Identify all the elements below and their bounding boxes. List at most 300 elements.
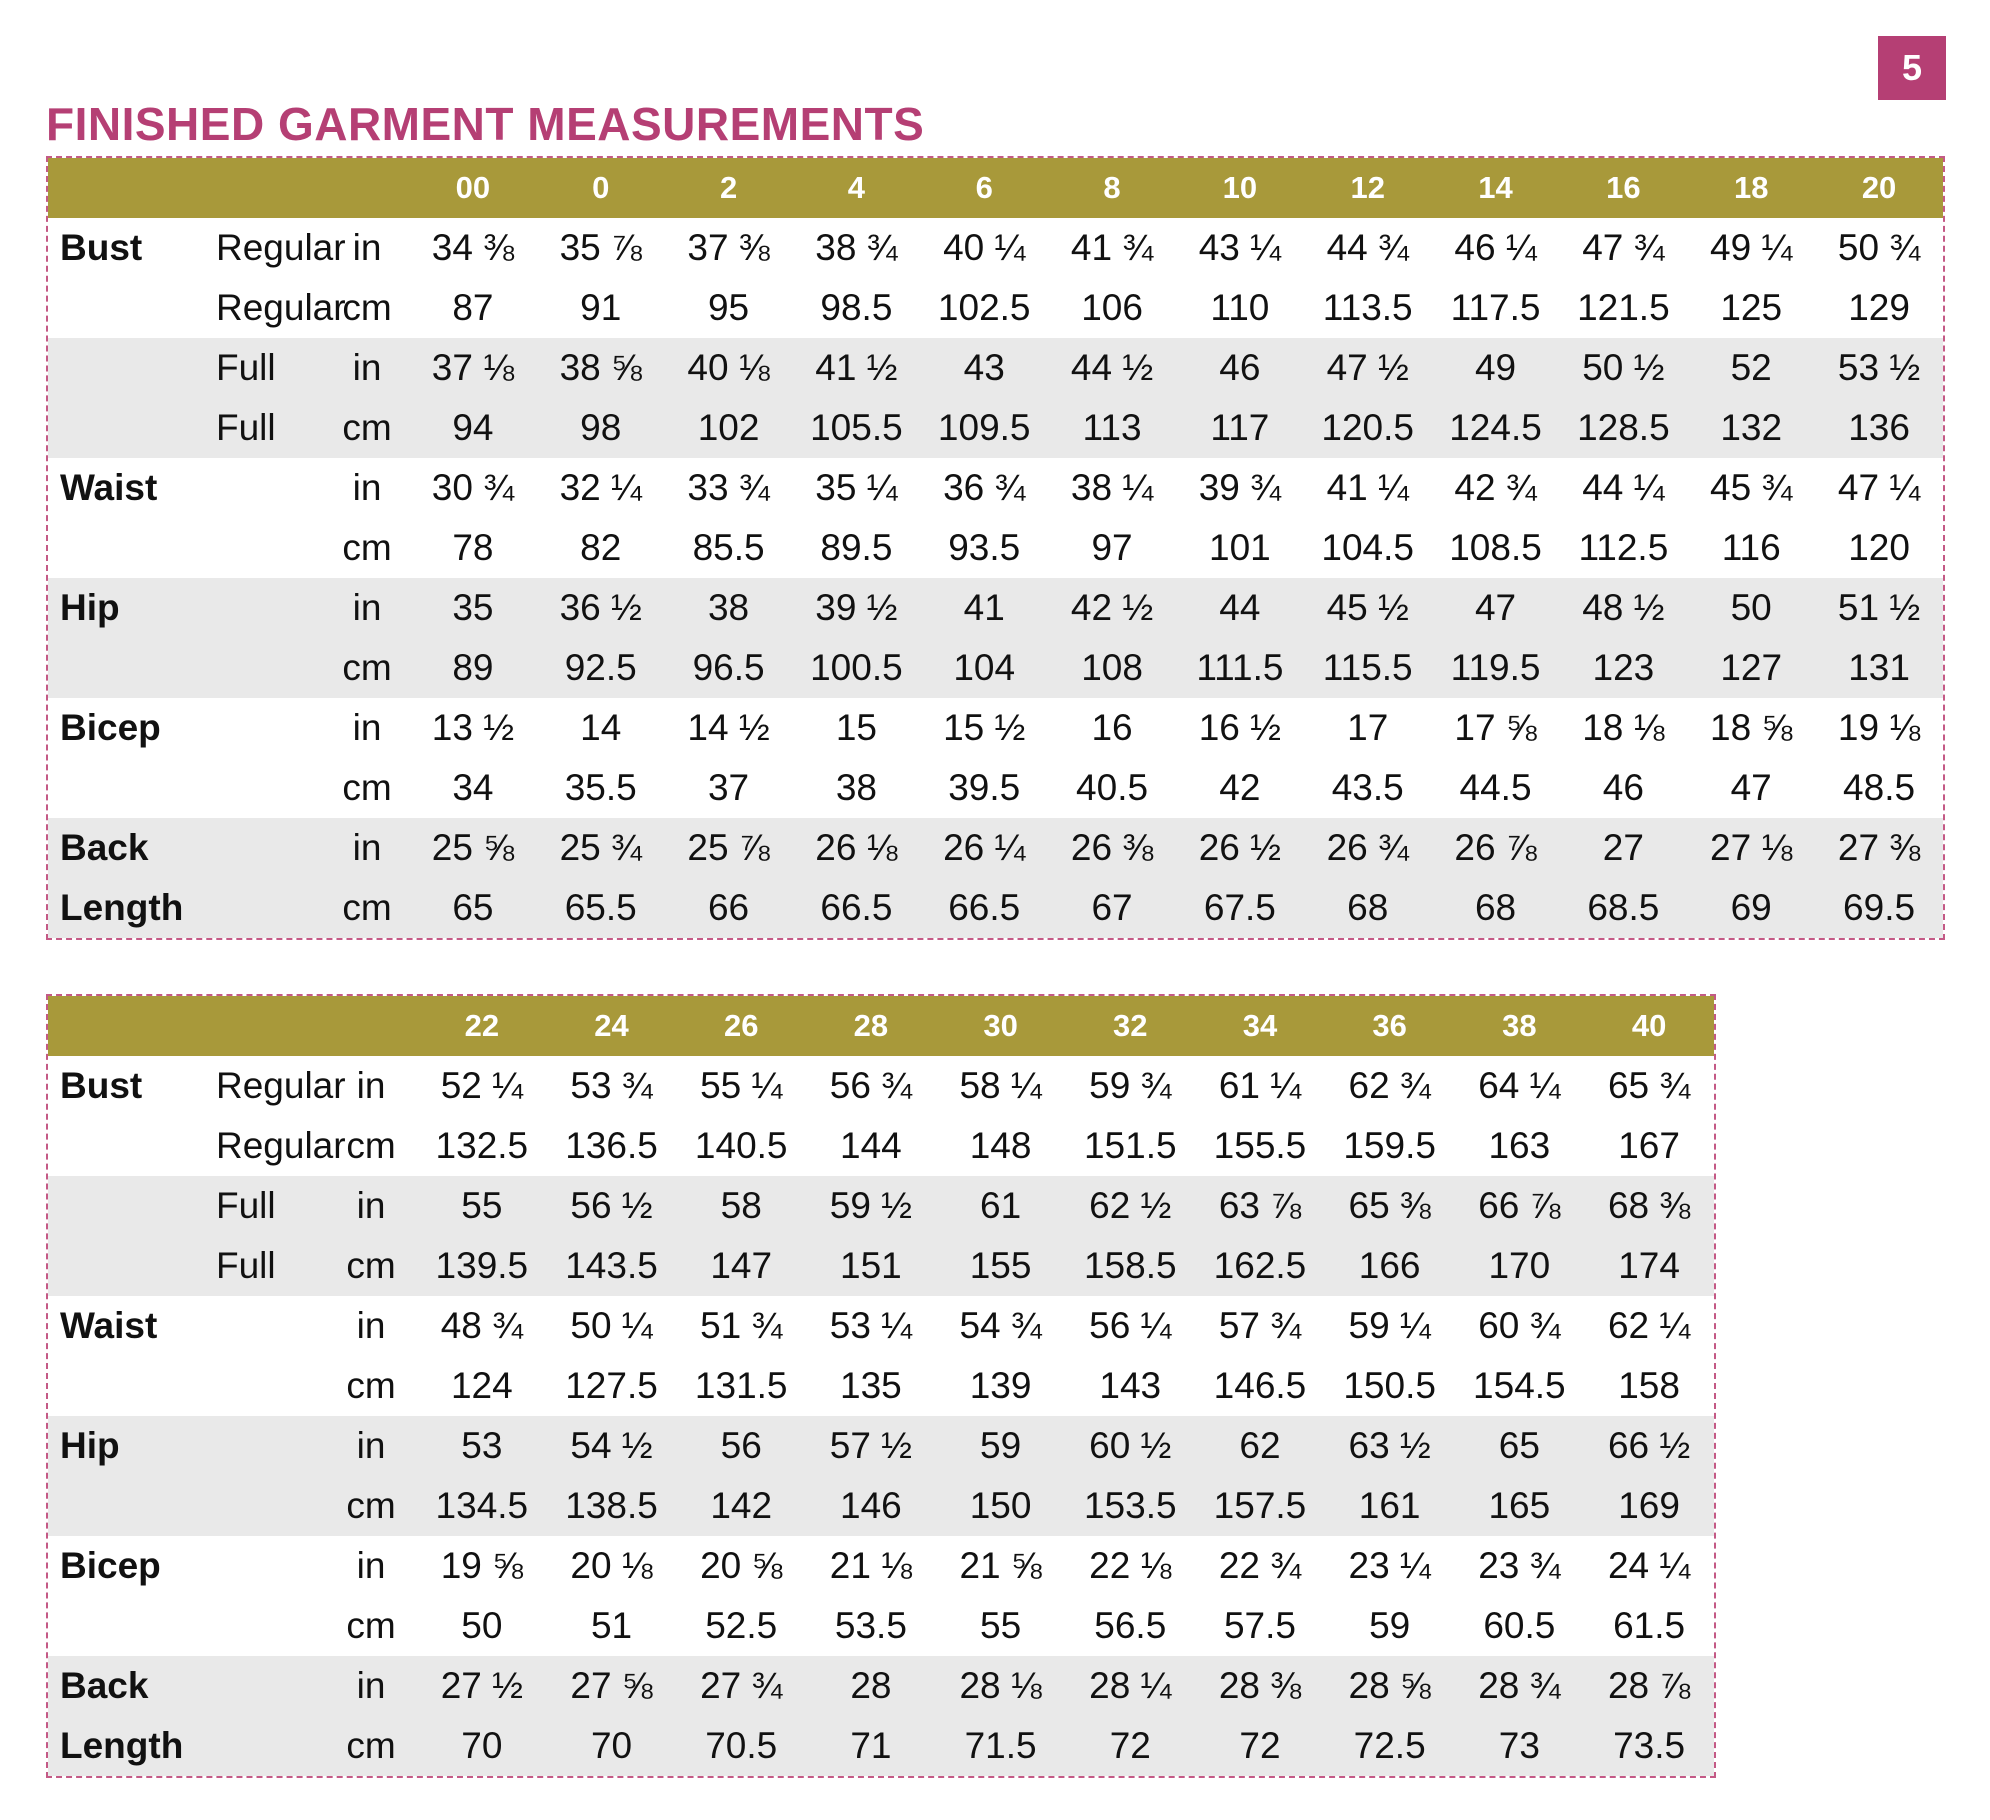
- value-cell: 68.5: [1559, 878, 1687, 938]
- table-row: [48, 278, 1943, 338]
- unit-label: in: [325, 818, 409, 878]
- size-header: 2: [665, 158, 793, 218]
- unit-label: in: [352, 467, 382, 508]
- value-cell: 53 ½: [1815, 338, 1943, 398]
- value-cell: 53.5: [834, 1605, 907, 1646]
- value-cell: 20 ⅝: [700, 1545, 783, 1586]
- value-cell: 115.5: [1304, 638, 1432, 698]
- table-row: [48, 1056, 1714, 1116]
- value-cell: 117.5: [1450, 287, 1541, 328]
- table-row: [48, 1656, 1714, 1716]
- value-cell: 53 ¾: [570, 1065, 653, 1106]
- unit-label: cm: [325, 1236, 417, 1296]
- value-cell: 41 ¼: [1326, 467, 1409, 508]
- value-cell: 57 ¾: [1218, 1305, 1302, 1346]
- value-cell: 72.5: [1325, 1716, 1455, 1776]
- header-blank-cell: [48, 996, 212, 1056]
- value-cell: 51 ¾: [700, 1305, 783, 1346]
- value-cell: 59 ¼: [1348, 1305, 1431, 1346]
- value-cell: 26 ⅜: [1048, 818, 1176, 878]
- value-cell: 105.5: [792, 398, 920, 458]
- value-cell: 112.5: [1578, 527, 1669, 568]
- value-cell: 59: [1369, 1605, 1411, 1646]
- value-cell: 162.5: [1195, 1236, 1325, 1296]
- value-cell: 36 ½: [537, 578, 665, 638]
- table-row: [48, 398, 1943, 458]
- fit-label: [212, 518, 325, 578]
- size-header: 34: [1195, 996, 1325, 1056]
- unit-label: cm: [325, 638, 409, 698]
- value-cell: 108: [1048, 638, 1176, 698]
- value-cell: 66 ½: [1584, 1416, 1714, 1476]
- value-cell: 44: [1176, 578, 1304, 638]
- value-cell: 113.5: [1322, 287, 1413, 328]
- size-header: 36: [1325, 996, 1455, 1056]
- value-cell: 27: [1559, 818, 1687, 878]
- value-cell: 131.5: [694, 1365, 788, 1406]
- value-cell: 65: [409, 878, 537, 938]
- fit-label: Full: [212, 338, 325, 398]
- value-cell: 62 ¾: [1348, 1065, 1431, 1106]
- value-cell: 56 ½: [547, 1176, 677, 1236]
- value-cell: 61 ¼: [1218, 1065, 1302, 1106]
- unit-label: cm: [342, 287, 392, 328]
- value-cell: 38 ¾: [815, 227, 898, 268]
- table-row: [48, 578, 1943, 638]
- size-header: 4: [792, 158, 920, 218]
- table-row: [48, 518, 1943, 578]
- fit-label: [212, 1716, 325, 1776]
- value-cell: 50 ¼: [570, 1305, 653, 1346]
- unit-label: cm: [346, 1365, 396, 1406]
- value-cell: 47 ¾: [1582, 227, 1665, 268]
- value-cell: 28: [806, 1656, 936, 1716]
- value-cell: 78: [452, 527, 494, 568]
- value-cell: 14: [580, 707, 622, 748]
- size-header-row: [48, 996, 1714, 1056]
- value-cell: 138.5: [547, 1476, 677, 1536]
- fit-label: [212, 1596, 325, 1656]
- value-cell: 161: [1325, 1476, 1455, 1536]
- value-cell: 40.5: [1076, 767, 1149, 808]
- measurements-table-sizes-22-40: [46, 994, 1716, 1778]
- value-cell: 135: [840, 1365, 902, 1406]
- value-cell: 35 ¼: [815, 467, 898, 508]
- value-cell: 167: [1618, 1125, 1680, 1166]
- fit-label: Full: [212, 1236, 325, 1296]
- value-cell: 142: [676, 1476, 806, 1536]
- unit-label: in: [325, 1416, 417, 1476]
- table-row: [48, 638, 1943, 698]
- fit-label: Full: [212, 1176, 325, 1236]
- unit-label: in: [325, 1176, 417, 1236]
- size-header: 18: [1687, 158, 1815, 218]
- size-header: 40: [1584, 996, 1714, 1056]
- fit-label: [212, 818, 325, 878]
- value-cell: 68 ⅜: [1584, 1176, 1714, 1236]
- value-cell: 71: [806, 1716, 936, 1776]
- value-cell: 92.5: [537, 638, 665, 698]
- value-cell: 72: [1195, 1716, 1325, 1776]
- value-cell: 85.5: [692, 527, 765, 568]
- value-cell: 44.5: [1459, 767, 1532, 808]
- measurement-label: Hip: [48, 578, 212, 638]
- value-cell: 136.5: [565, 1125, 658, 1166]
- fit-label: [212, 758, 325, 818]
- value-cell: 157.5: [1195, 1476, 1325, 1536]
- value-cell: 101: [1209, 527, 1271, 568]
- value-cell: 38: [665, 578, 793, 638]
- value-cell: 34 ⅜: [431, 227, 515, 268]
- measurements-table-sizes-00-20: [46, 156, 1945, 940]
- value-cell: 143.5: [547, 1236, 677, 1296]
- value-cell: 69.5: [1815, 878, 1943, 938]
- measurement-label: [48, 1356, 212, 1416]
- value-cell: 60 ½: [1065, 1416, 1195, 1476]
- value-cell: 55 ¼: [700, 1065, 783, 1106]
- value-cell: 59: [936, 1416, 1066, 1476]
- value-cell: 57 ½: [806, 1416, 936, 1476]
- value-cell: 23 ¾: [1478, 1545, 1561, 1586]
- table-row: [48, 1296, 1714, 1356]
- value-cell: 26 ¼: [920, 818, 1048, 878]
- fit-label: Regular: [216, 287, 346, 328]
- value-cell: 56 ¾: [829, 1065, 913, 1106]
- value-cell: 65 ⅜: [1325, 1176, 1455, 1236]
- header-blank-cell: [212, 158, 325, 218]
- value-cell: 174: [1584, 1236, 1714, 1296]
- page-title: FINISHED GARMENT MEASUREMENTS: [46, 98, 925, 150]
- value-cell: 110: [1210, 287, 1270, 328]
- size-header: 12: [1304, 158, 1432, 218]
- value-cell: 146.5: [1213, 1365, 1307, 1406]
- measurement-label: [48, 278, 212, 338]
- value-cell: 54 ½: [547, 1416, 677, 1476]
- value-cell: 47: [1730, 767, 1772, 808]
- value-cell: 97: [1091, 527, 1133, 568]
- value-cell: 67: [1048, 878, 1176, 938]
- value-cell: 25 ¾: [537, 818, 665, 878]
- table-row: [48, 698, 1943, 758]
- table-row: [48, 1476, 1714, 1536]
- value-cell: 30 ¾: [431, 467, 515, 508]
- value-cell: 49 ¼: [1710, 227, 1793, 268]
- value-cell: 63 ½: [1325, 1416, 1455, 1476]
- value-cell: 120.5: [1304, 398, 1432, 458]
- measurement-label: [48, 758, 212, 818]
- fit-label: Regular: [216, 227, 346, 268]
- unit-label: in: [356, 1065, 386, 1106]
- value-cell: 47: [1432, 578, 1560, 638]
- value-cell: 49: [1432, 338, 1560, 398]
- value-cell: 50 ½: [1559, 338, 1687, 398]
- unit-label: cm: [325, 1716, 417, 1776]
- value-cell: 94: [409, 398, 537, 458]
- value-cell: 20 ⅛: [570, 1545, 653, 1586]
- value-cell: 59 ¾: [1089, 1065, 1172, 1106]
- value-cell: 39 ½: [792, 578, 920, 638]
- value-cell: 154.5: [1473, 1365, 1566, 1406]
- value-cell: 66.5: [920, 878, 1048, 938]
- value-cell: 37 ⅜: [687, 227, 770, 268]
- value-cell: 93.5: [948, 527, 1021, 568]
- value-cell: 22 ⅛: [1089, 1545, 1172, 1586]
- value-cell: 26 ¾: [1304, 818, 1432, 878]
- size-header: 32: [1065, 996, 1195, 1056]
- unit-label: in: [325, 578, 409, 638]
- measurement-label: Back: [48, 818, 212, 878]
- size-header: 8: [1048, 158, 1176, 218]
- unit-label: in: [352, 227, 382, 268]
- value-cell: 44 ½: [1048, 338, 1176, 398]
- value-cell: 56.5: [1094, 1605, 1167, 1646]
- fit-label: [212, 698, 325, 758]
- size-header-row: [48, 158, 1943, 218]
- value-cell: 56 ¼: [1089, 1305, 1172, 1346]
- value-cell: 155.5: [1213, 1125, 1307, 1166]
- value-cell: 136: [1815, 398, 1943, 458]
- value-cell: 98: [537, 398, 665, 458]
- value-cell: 108.5: [1449, 527, 1542, 568]
- value-cell: 47 ¼: [1837, 467, 1921, 508]
- value-cell: 39.5: [948, 767, 1021, 808]
- value-cell: 89: [409, 638, 537, 698]
- table-row: [48, 1236, 1714, 1296]
- value-cell: 38: [835, 767, 877, 808]
- fit-label: [212, 1416, 325, 1476]
- value-cell: 89.5: [820, 527, 893, 568]
- value-cell: 45 ½: [1304, 578, 1432, 638]
- value-cell: 59 ½: [806, 1176, 936, 1236]
- unit-label: cm: [346, 1605, 396, 1646]
- value-cell: 67.5: [1176, 878, 1304, 938]
- value-cell: 61.5: [1613, 1605, 1686, 1646]
- header-blank-cell: [48, 158, 212, 218]
- value-cell: 52 ¼: [440, 1065, 523, 1106]
- value-cell: 27 ⅛: [1687, 818, 1815, 878]
- value-cell: 73.5: [1584, 1716, 1714, 1776]
- value-cell: 42 ¾: [1454, 467, 1537, 508]
- value-cell: 38 ⅝: [537, 338, 665, 398]
- value-cell: 32 ¼: [559, 467, 642, 508]
- value-cell: 87: [452, 287, 494, 328]
- measurement-label: [48, 1176, 212, 1236]
- unit-label: cm: [325, 1476, 417, 1536]
- value-cell: 70.5: [676, 1716, 806, 1776]
- value-cell: 116: [1721, 527, 1781, 568]
- value-cell: 147: [676, 1236, 806, 1296]
- value-cell: 151: [806, 1236, 936, 1296]
- table-row: [48, 1716, 1714, 1776]
- value-cell: 46: [1176, 338, 1304, 398]
- value-cell: 21 ⅝: [959, 1545, 1042, 1586]
- value-cell: 159.5: [1343, 1125, 1436, 1166]
- value-cell: 150: [936, 1476, 1066, 1536]
- measurement-label: [48, 638, 212, 698]
- table-row: [48, 1176, 1714, 1236]
- value-cell: 62 ½: [1065, 1176, 1195, 1236]
- value-cell: 140.5: [694, 1125, 788, 1166]
- unit-label: in: [325, 338, 409, 398]
- value-cell: 23 ¼: [1348, 1545, 1431, 1586]
- value-cell: 96.5: [665, 638, 793, 698]
- table-row: [48, 1356, 1714, 1416]
- value-cell: 66.5: [792, 878, 920, 938]
- table-row: [48, 1596, 1714, 1656]
- value-cell: 53 ¼: [829, 1305, 913, 1346]
- value-cell: 48.5: [1843, 767, 1916, 808]
- value-cell: 17: [1347, 707, 1389, 748]
- fit-label: [212, 1476, 325, 1536]
- value-cell: 139.5: [417, 1236, 547, 1296]
- unit-label: cm: [342, 527, 392, 568]
- table-row: [48, 758, 1943, 818]
- size-header: 24: [547, 996, 677, 1056]
- value-cell: 95: [707, 287, 750, 328]
- value-cell: 21 ⅛: [829, 1545, 913, 1586]
- value-cell: 117: [1176, 398, 1304, 458]
- value-cell: 65: [1455, 1416, 1585, 1476]
- table-row: [48, 338, 1943, 398]
- value-cell: 62: [1195, 1416, 1325, 1476]
- value-cell: 27 ¾: [676, 1656, 806, 1716]
- value-cell: 35.5: [564, 767, 637, 808]
- value-cell: 18 ⅝: [1710, 707, 1793, 748]
- value-cell: 60 ¾: [1478, 1305, 1561, 1346]
- value-cell: 46: [1602, 767, 1644, 808]
- size-header: 28: [806, 996, 936, 1056]
- measurement-label: [48, 1476, 212, 1536]
- value-cell: 41 ¾: [1070, 227, 1154, 268]
- value-cell: 22 ¾: [1218, 1545, 1302, 1586]
- value-cell: 128.5: [1559, 398, 1687, 458]
- measurement-label: Waist: [60, 1305, 158, 1346]
- table-row: [48, 818, 1943, 878]
- measurement-label: [48, 338, 212, 398]
- size-header: 20: [1815, 158, 1943, 218]
- fit-label: Regular: [216, 1125, 346, 1166]
- value-cell: 98.5: [820, 287, 893, 328]
- value-cell: 150.5: [1343, 1365, 1436, 1406]
- value-cell: 24 ¼: [1607, 1545, 1691, 1586]
- value-cell: 14 ½: [687, 707, 770, 748]
- size-header: 38: [1455, 996, 1585, 1056]
- value-cell: 166: [1325, 1236, 1455, 1296]
- value-cell: 26 ½: [1176, 818, 1304, 878]
- value-cell: 158.5: [1065, 1236, 1195, 1296]
- value-cell: 82: [580, 527, 622, 568]
- value-cell: 127.5: [565, 1365, 658, 1406]
- page-number-badge: 5: [1878, 36, 1946, 100]
- value-cell: 62 ¼: [1607, 1305, 1691, 1346]
- measurement-label: Bust: [60, 227, 143, 268]
- size-header: 6: [920, 158, 1048, 218]
- value-cell: 169: [1584, 1476, 1714, 1536]
- value-cell: 56: [676, 1416, 806, 1476]
- value-cell: 15 ½: [943, 707, 1026, 748]
- value-cell: 28 ¼: [1065, 1656, 1195, 1716]
- value-cell: 163: [1488, 1125, 1551, 1166]
- value-cell: 104.5: [1321, 527, 1414, 568]
- value-cell: 26 ⅞: [1432, 818, 1560, 878]
- measurement-label: [48, 1116, 212, 1176]
- value-cell: 28 ⅞: [1584, 1656, 1714, 1716]
- value-cell: 42 ½: [1048, 578, 1176, 638]
- value-cell: 72: [1065, 1716, 1195, 1776]
- value-cell: 33 ¾: [687, 467, 770, 508]
- value-cell: 132.5: [435, 1125, 529, 1166]
- value-cell: 132: [1687, 398, 1815, 458]
- value-cell: 68: [1304, 878, 1432, 938]
- value-cell: 111.5: [1176, 638, 1304, 698]
- value-cell: 120: [1848, 527, 1910, 568]
- value-cell: 139: [969, 1365, 1032, 1406]
- value-cell: 27 ½: [417, 1656, 547, 1716]
- value-cell: 155: [936, 1236, 1066, 1296]
- value-cell: 63 ⅞: [1195, 1176, 1325, 1236]
- unit-label: cm: [342, 767, 392, 808]
- value-cell: 65.5: [537, 878, 665, 938]
- measurement-label: Bust: [60, 1065, 143, 1106]
- measurements-table: [48, 158, 1943, 938]
- fit-label: [212, 578, 325, 638]
- value-cell: 38 ¼: [1070, 467, 1154, 508]
- value-cell: 60.5: [1483, 1605, 1556, 1646]
- measurements-table: [48, 996, 1714, 1776]
- value-cell: 151.5: [1083, 1125, 1177, 1166]
- value-cell: 55: [417, 1176, 547, 1236]
- value-cell: 19 ⅝: [440, 1545, 523, 1586]
- value-cell: 16 ½: [1198, 707, 1282, 748]
- table-row: [48, 1116, 1714, 1176]
- value-cell: 27 ⅝: [547, 1656, 677, 1716]
- value-cell: 25 ⅝: [409, 818, 537, 878]
- value-cell: 47 ½: [1304, 338, 1432, 398]
- value-cell: 46 ¼: [1454, 227, 1537, 268]
- value-cell: 102.5: [937, 287, 1031, 328]
- value-cell: 43.5: [1331, 767, 1404, 808]
- value-cell: 52: [1687, 338, 1815, 398]
- value-cell: 69: [1687, 878, 1815, 938]
- unit-label: cm: [325, 878, 409, 938]
- value-cell: 50 ¾: [1837, 227, 1921, 268]
- table-row: [48, 878, 1943, 938]
- measurement-label: Length: [48, 1716, 212, 1776]
- value-cell: 113: [1048, 398, 1176, 458]
- value-cell: 124.5: [1432, 398, 1560, 458]
- value-cell: 134.5: [417, 1476, 547, 1536]
- measurement-label: Bicep: [60, 1545, 161, 1586]
- size-header: 10: [1176, 158, 1304, 218]
- measurement-label: [48, 398, 212, 458]
- value-cell: 44 ¼: [1582, 467, 1665, 508]
- measurement-label: [48, 1236, 212, 1296]
- value-cell: 51: [590, 1605, 633, 1646]
- value-cell: 43 ¼: [1198, 227, 1282, 268]
- value-cell: 16: [1091, 707, 1133, 748]
- unit-label: cm: [325, 398, 409, 458]
- fit-label: [212, 878, 325, 938]
- fit-label: [212, 1536, 325, 1596]
- table-row: [48, 1416, 1714, 1476]
- value-cell: 36 ¾: [943, 467, 1026, 508]
- measurement-label: [48, 518, 212, 578]
- header-blank-cell: [325, 158, 409, 218]
- header-blank-cell: [325, 996, 417, 1056]
- value-cell: 52.5: [705, 1605, 778, 1646]
- value-cell: 55: [980, 1605, 1022, 1646]
- value-cell: 26 ⅛: [792, 818, 920, 878]
